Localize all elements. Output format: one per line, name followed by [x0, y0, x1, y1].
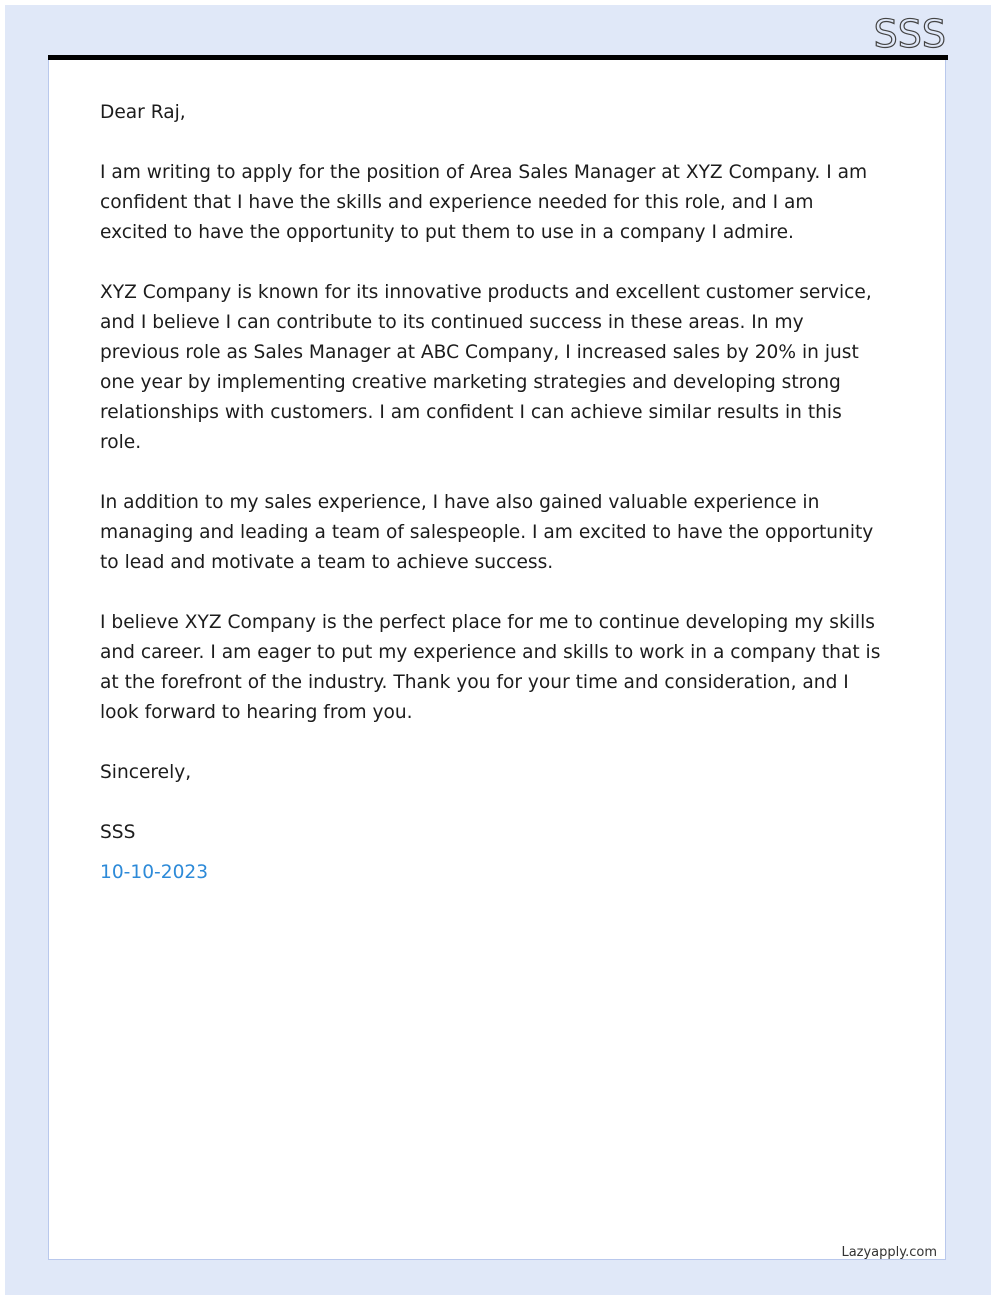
letter-date: 10-10-2023	[100, 862, 209, 883]
letter-paragraph: XYZ Company is known for its innovative products and excellent customer service, and I believe I can contribute to its continued success in these areas. In my previous role as Sales Manager at ABC Company, I increased sales by 20% in just one year by implementing creative marketing strategies and developing strong relationships with customers. I am confident I can achieve similar results in this role.	[100, 282, 872, 453]
closing: Sincerely,	[100, 762, 192, 783]
letter-paragraph: I am writing to apply for the position of Area Sales Manager at XYZ Company. I am confident that I have the skills and experience needed for this role, and I am excited to have the opportunity to put them to use in a company I admire.	[100, 162, 868, 243]
letter-paragraph: I believe XYZ Company is the perfect place for me to continue developing my skills and career. I am eager to put my experience and skills to work in a company that is at the forefront of the industry. Thank you for your time and consideration, and I look forward to hearing from you.	[100, 612, 881, 723]
salutation: Dear Raj,	[100, 102, 186, 123]
letter-paragraph: In addition to my sales experience, I have also gained valuable experience in managing and leading a team of salespeople. I am excited to have the opportunity to lead and motivate a team to achieve success.	[100, 492, 874, 573]
signature: SSS	[100, 822, 136, 843]
header-monogram: SSS	[873, 12, 946, 56]
footer-brand: Lazyapply.com	[841, 1245, 937, 1260]
letter-body	[100, 98, 885, 888]
header-rule	[48, 55, 948, 60]
